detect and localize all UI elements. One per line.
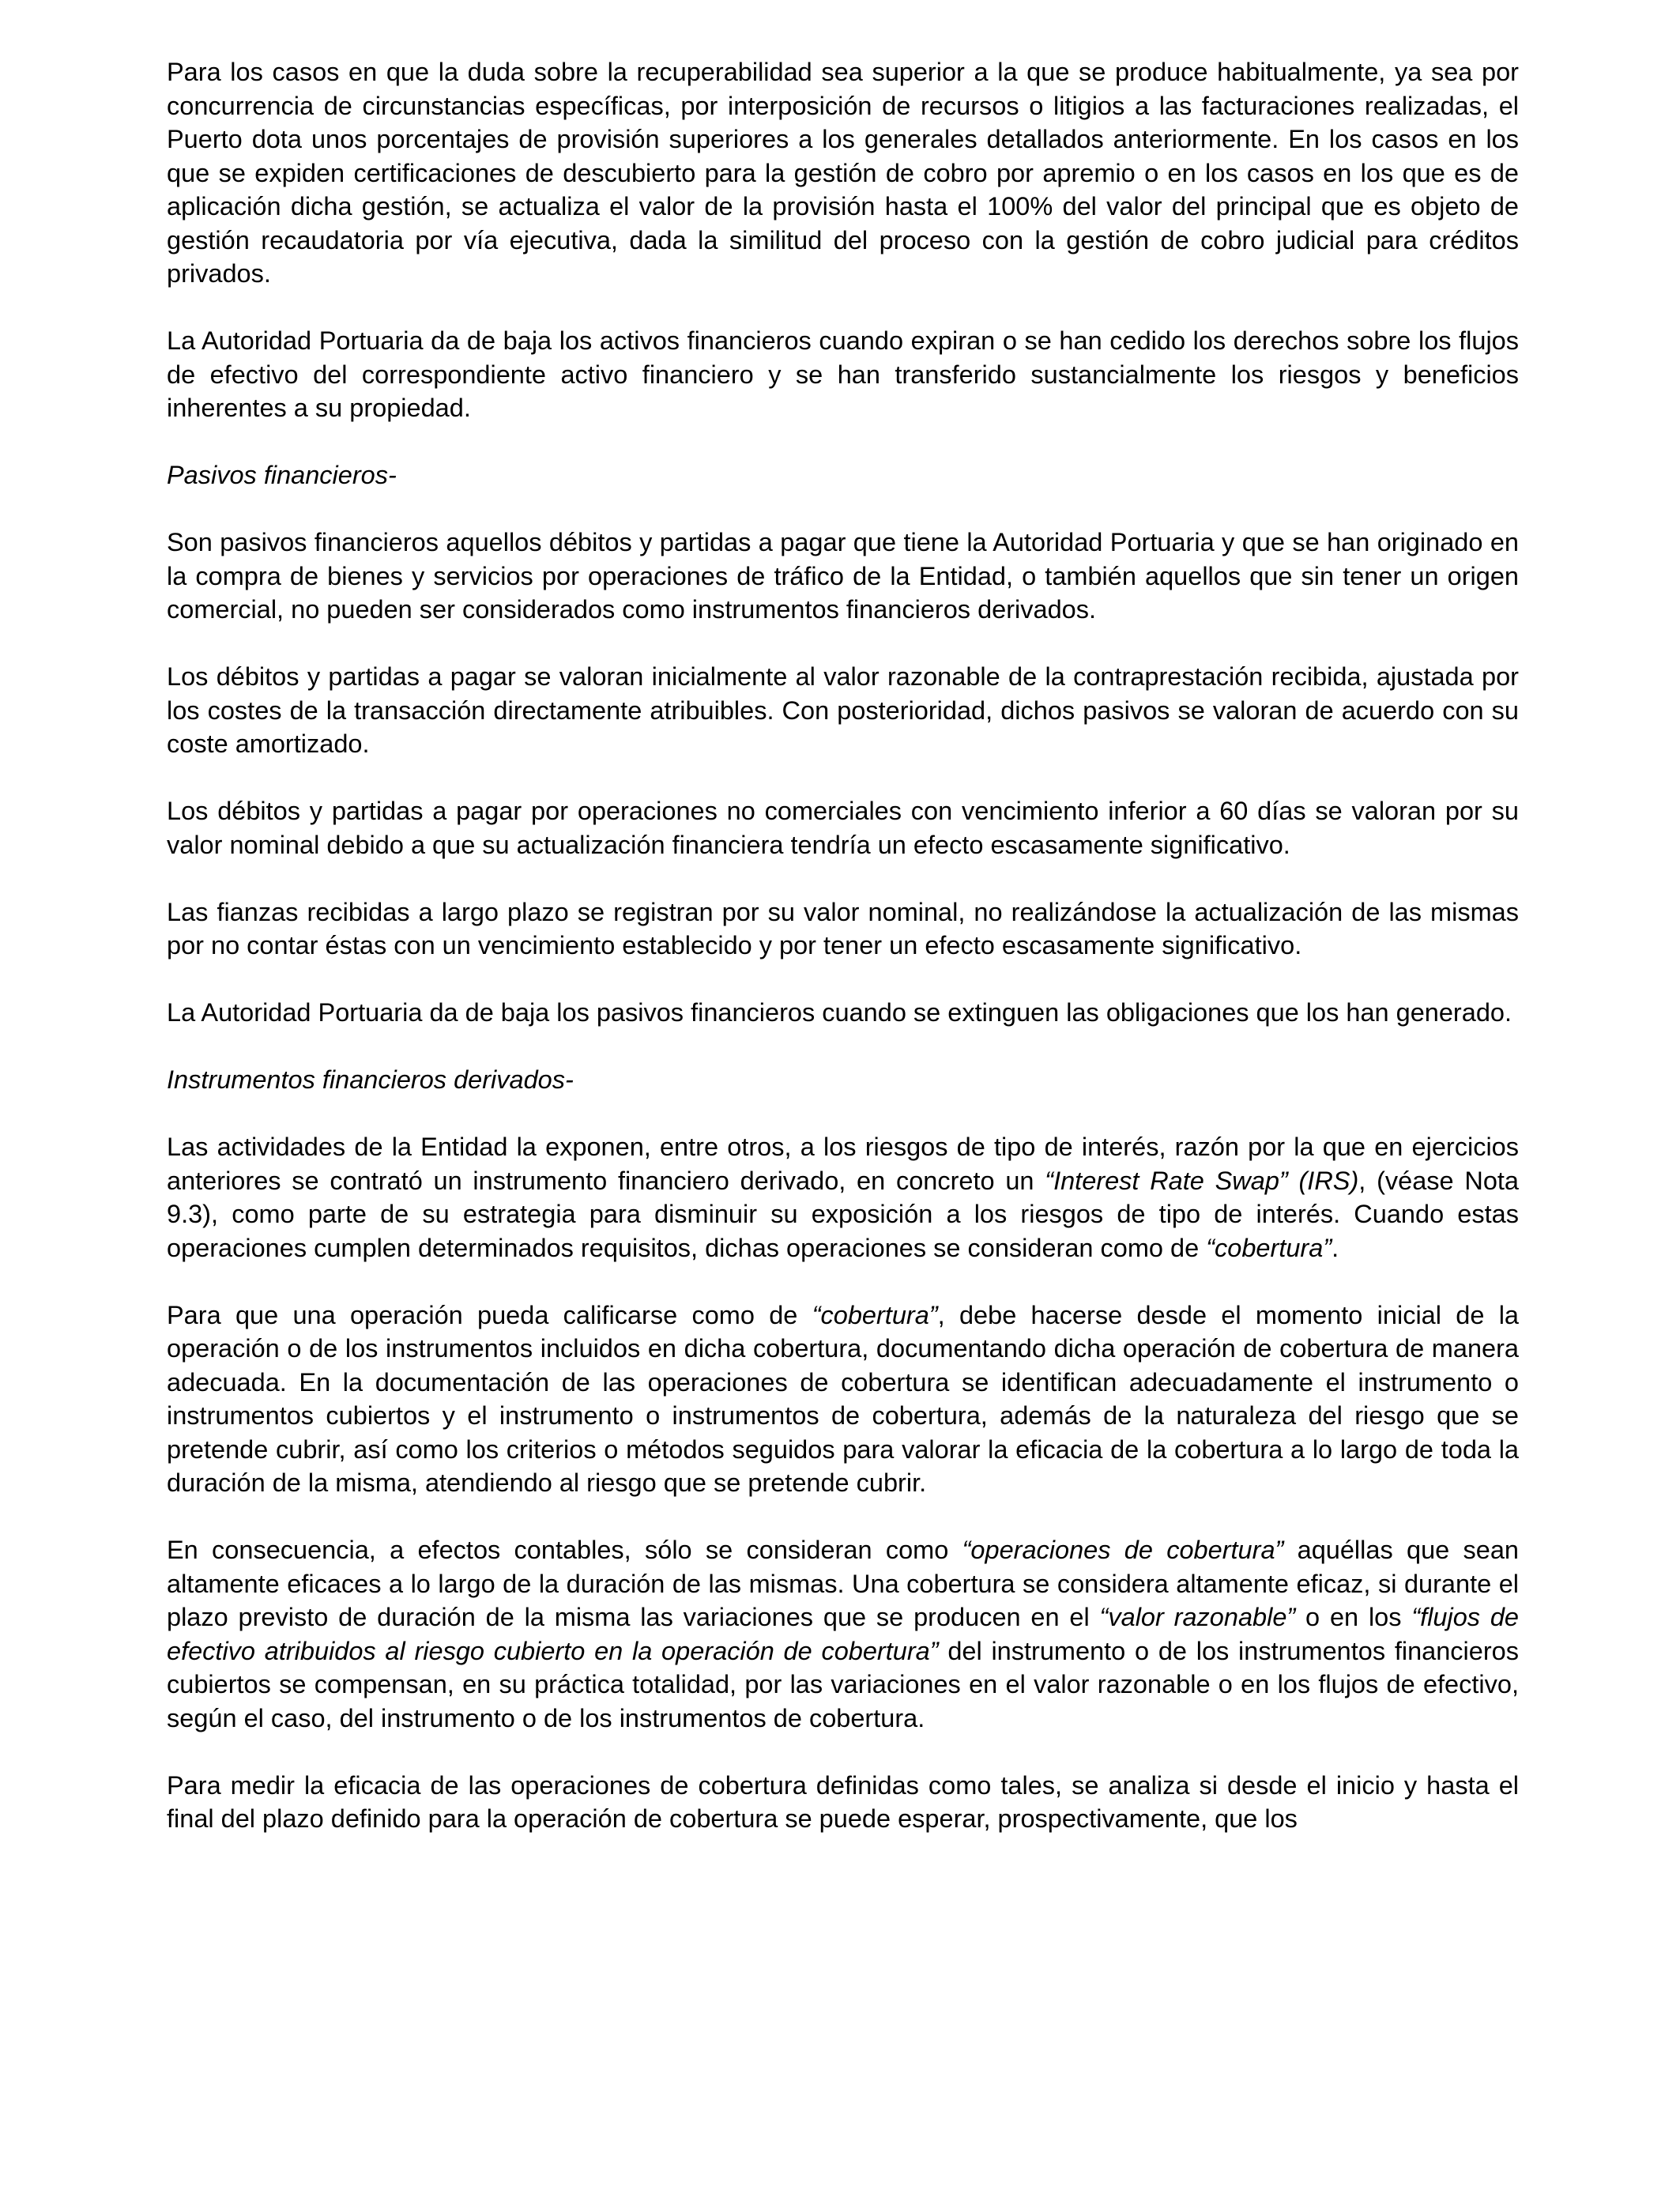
document-page <box>167 55 1519 1869</box>
italic-term-cobertura: “cobertura” <box>812 1300 938 1329</box>
text-segment: En consecuencia, a efectos contables, sólo se consideran como <box>167 1536 962 1564</box>
paragraph-provision-superior: Para los casos en que la duda sobre la recuperabilidad sea superior a la que se produce habitualmente, ya sea por concurrencia de circunstancias específicas, por interposición de recursos o litigios a las facturaciones realizadas, el Puerto dota unos porcentajes de provisión superiores a los generales detallados anteriormente. En los casos en los que se expiden certificaciones de descubierto para la gestión de cobro por apremio o en los casos en los que es de aplicación dicha gestión, se actualiza el valor de la provisión hasta el 100% del valor del principal que es objeto de gestión recaudatoria por vía ejecutiva, dada la similitud del proceso con la gestión de cobro judicial para créditos privados. <box>167 58 1519 288</box>
text-segment: Para que una operación pueda calificarse como de <box>167 1300 812 1329</box>
paragraph-riesgos-interes <box>167 1130 1519 1265</box>
paragraph-debitos-no-comerciales: Los débitos y partidas a pagar por operaciones no comerciales con vencimiento inferior a 60 días se valoran por su valor nominal debido a que su actualización financiera tendría un efecto escasamente significativo. <box>167 797 1519 859</box>
text-segment: Las actividades de la Entidad la exponen, entre otros, a los riesgos de tipo de interés, razón por la que en ejercicios anteriores se contrató un instrumento financiero derivado, en concreto un <box>167 1133 1519 1195</box>
text-segment: aquéllas que sean altamente eficaces a lo largo de la duración de las mismas. Una cobertura se considera altamente eficaz, si durante el plazo previsto de duración de la misma las variaciones que se producen en el <box>167 1536 1519 1631</box>
italic-term-cobertura: “cobertura” <box>1206 1233 1332 1262</box>
text-segment: o en los <box>1295 1603 1412 1631</box>
italic-term-flujos-efectivo: “flujos de efectivo atribuidos al riesgo cubierto en la operación de cobertura” <box>167 1603 1520 1665</box>
italic-term-operaciones-cobertura: “operaciones de cobertura” <box>962 1536 1284 1564</box>
paragraph-medir-eficacia: Para medir la eficacia de las operaciones de cobertura definidas como tales, se analiza si desde el inicio y hasta el final del plazo definido para la operación de cobertura se puede esperar, prospectivamente, que los <box>167 1770 1519 1833</box>
paragraph-valoracion-debitos: Los débitos y partidas a pagar se valoran inicialmente al valor razonable de la contraprestación recibida, ajustada por los costes de la transacción directamente atribuibles. Con posterioridad, dichos pasivos se valoran de acuerdo con su coste amortizado. <box>167 662 1519 758</box>
heading-instrumentos-derivados: Instrumentos financieros derivados- <box>167 1065 574 1094</box>
paragraph-calificacion-cobertura <box>167 1299 1519 1500</box>
text-segment: . <box>1332 1233 1339 1262</box>
text-segment: del instrumento o de los instrumentos financieros cubiertos se compensan, en su práctica totalidad, por las variaciones en el valor razonable o en los flujos de efectivo, según el caso, del instrumento o de los instrumentos de cobertura. <box>167 1636 1519 1732</box>
paragraph-fianzas: Las fianzas recibidas a largo plazo se registran por su valor nominal, no realizándose la actualización de las mismas por no contar éstas con un vencimiento establecido y por tener un efecto escasamente significativo. <box>167 897 1519 959</box>
paragraph-baja-activos: La Autoridad Portuaria da de baja los activos financieros cuando expiran o se han cedido los derechos sobre los flujos de efectivo del correspondiente activo financiero y se han transferido sustancialmente los riesgos y beneficios inherentes a su propiedad. <box>167 326 1519 422</box>
text-segment: , debe hacerse desde el momento inicial de la operación o de los instrumentos incluidos en dicha cobertura, documentando dicha operación de cobertura de manera adecuada. En la documentación de las operaciones de cobertura se identifican adecuadamente el instrumento o instrumentos cubiertos y el instrumento o instrumentos de cobertura, además de la naturaleza del riesgo que se pretende cubrir, así como los criterios o métodos seguidos para valorar la eficacia de la cobertura a lo largo de toda la duración de la misma, atendiendo al riesgo que se pretende cubrir. <box>167 1300 1519 1497</box>
italic-term-valor-razonable: “valor razonable” <box>1099 1603 1296 1631</box>
italic-term-irs: “Interest Rate Swap” (IRS) <box>1045 1166 1359 1195</box>
paragraph-efectos-contables <box>167 1533 1519 1735</box>
heading-pasivos-financieros: Pasivos financieros- <box>167 461 397 489</box>
text-segment: , (véase Nota 9.3), como parte de su estrategia para disminuir su exposición a los riesgos de tipo de interés. Cuando estas operaciones cumplen determinados requisitos, dichas operaciones se consideran como de <box>167 1166 1520 1262</box>
paragraph-definicion-pasivos: Son pasivos financieros aquellos débitos y partidas a pagar que tiene la Autoridad Portuaria y que se han originado en la compra de bienes y servicios por operaciones de tráfico de la Entidad, o también aquellos que sin tener un origen comercial, no pueden ser considerados como instrumentos financieros derivados. <box>167 528 1519 624</box>
paragraph-baja-pasivos: La Autoridad Portuaria da de baja los pasivos financieros cuando se extinguen las obligaciones que los han generado. <box>167 998 1512 1027</box>
